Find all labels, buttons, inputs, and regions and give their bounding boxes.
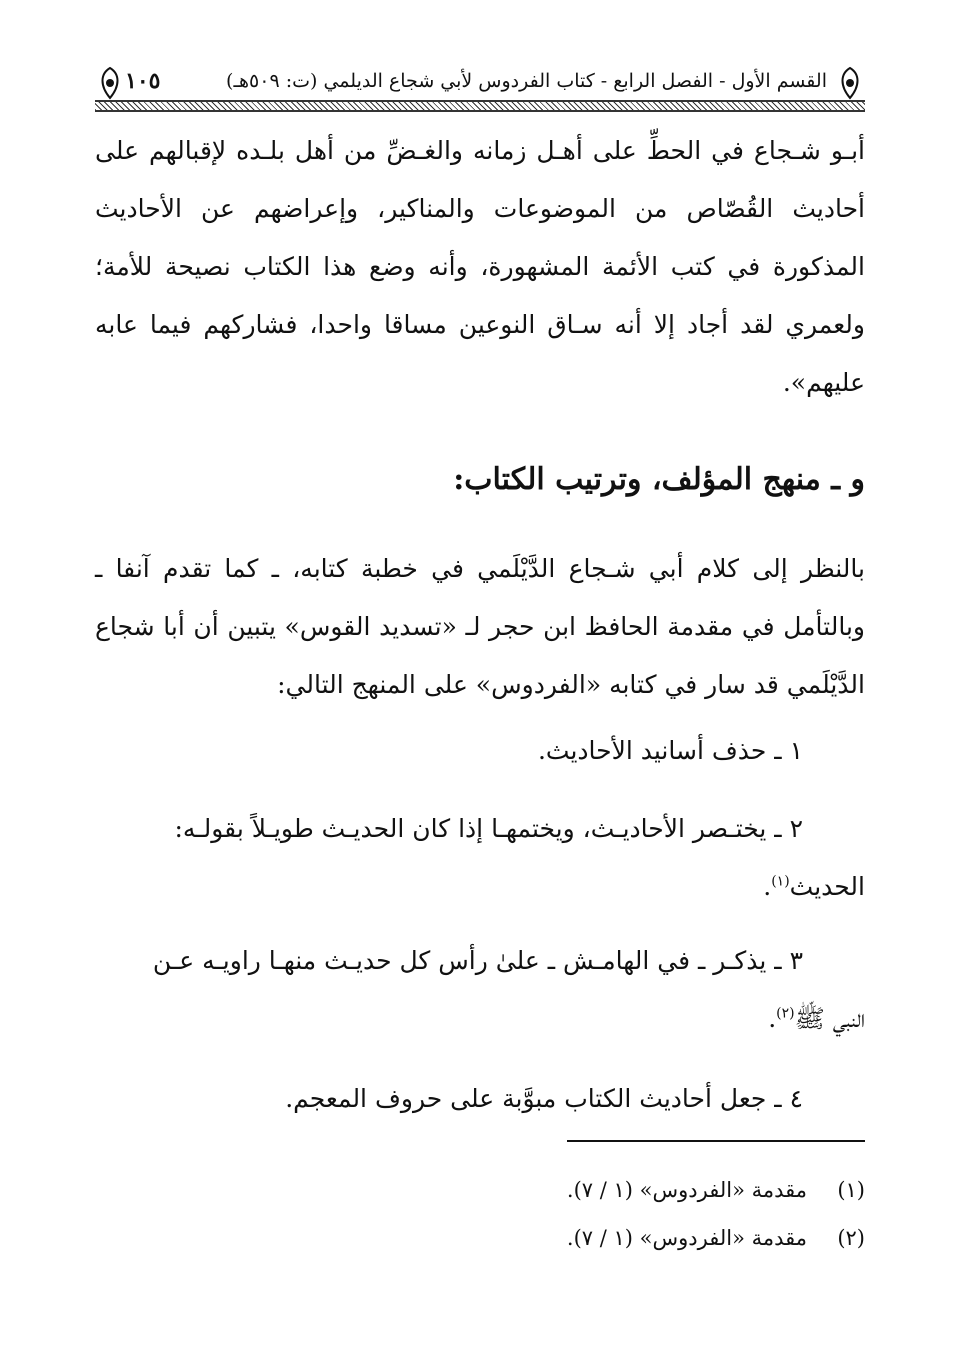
intro-paragraph-block xyxy=(95,122,865,412)
list-item xyxy=(95,932,865,1048)
list-item xyxy=(95,1070,865,1128)
list-item xyxy=(95,800,865,916)
footnote-text: مقدمة «الفردوس» (١ / ٧). xyxy=(566,1178,807,1202)
list-item-text: ٤ ـ جعل أحاديث الكتاب مبوَّبة على حروف المعجم. xyxy=(285,1084,803,1113)
section-paragraph: بالنظر إلى كلام أبي شـجاع الدَّيْلَمي في خطبة كتابه، ـ كما تقدم آنفا ـ وبالتأمل في مقدمة الحافظ ابن حجر لـ «تسديد القوس» يتبين أن أبا شجاع الدَّيْلَمي قد سار في كتابه «الفردوس» على المنهج التالي: xyxy=(95,554,865,699)
ornament-icon xyxy=(835,66,865,100)
section-heading: و ـ منهج المؤلف، وترتيب الكتاب: xyxy=(453,462,865,497)
intro-paragraph: أبـو شـجاع في الحطِّ على أهـل زمانه والغـضِّ من أهل بلـده لإقبالهم على أحاديث القُصّاص من الموضوعات والمناكير، وإعراضهم عن الأحاديث المذكورة في كتب الأئمة المشهورة، وأنه وضع هذا الكتاب نصيحة للأمة؛ ولعمري لقد أجاد إلا أنه سـاق النوعين مساقا واحدا، فشاركهم فيما عابه عليهم». xyxy=(95,136,866,397)
list-item-text: الحديث xyxy=(789,872,865,901)
list-item-continuation: الحديث$^{(١)}$. xyxy=(763,872,865,901)
footnote-divider xyxy=(567,1140,865,1142)
ornament-icon xyxy=(95,66,125,100)
footnote-text: مقدمة «الفردوس» (١ / ٧). xyxy=(566,1226,807,1250)
page-number: ١٠٥ xyxy=(125,68,161,94)
running-header xyxy=(95,62,865,110)
footnote-number: (١) xyxy=(837,1178,865,1202)
list-item-text: ٣ ـ يذكـر ـ في الهامـش ـ علىٰ رأس كل حديـث منهـا راويـه عـن xyxy=(152,946,803,975)
list-item-text: النبي ﷺ xyxy=(794,1004,865,1033)
header-decorative-border xyxy=(95,100,865,112)
footnote-reference[interactable]: (٢) xyxy=(776,1005,795,1022)
footnote-reference[interactable]: (١) xyxy=(771,873,790,890)
section-paragraph-block xyxy=(95,540,865,714)
list-item-text: ١ ـ حذف أسانيد الأحاديث. xyxy=(537,736,803,765)
footnote xyxy=(265,1226,865,1250)
footnote-number: (٢) xyxy=(837,1226,865,1250)
list-item xyxy=(95,722,865,780)
list-item-continuation: النبي ﷺ$^{(٢)}$. xyxy=(768,1004,865,1033)
list-item-text: ٢ ـ يختـصر الأحاديـث، ويختمهـا إذا كان الحديـث طويـلاً بقولـه: xyxy=(174,814,803,843)
footnote xyxy=(265,1178,865,1202)
running-header-title: القسم الأول - الفصل الرابع - كتاب الفردوس لأبي شجاع الديلمي (ت: ٥٠٩هـ) xyxy=(226,70,827,92)
